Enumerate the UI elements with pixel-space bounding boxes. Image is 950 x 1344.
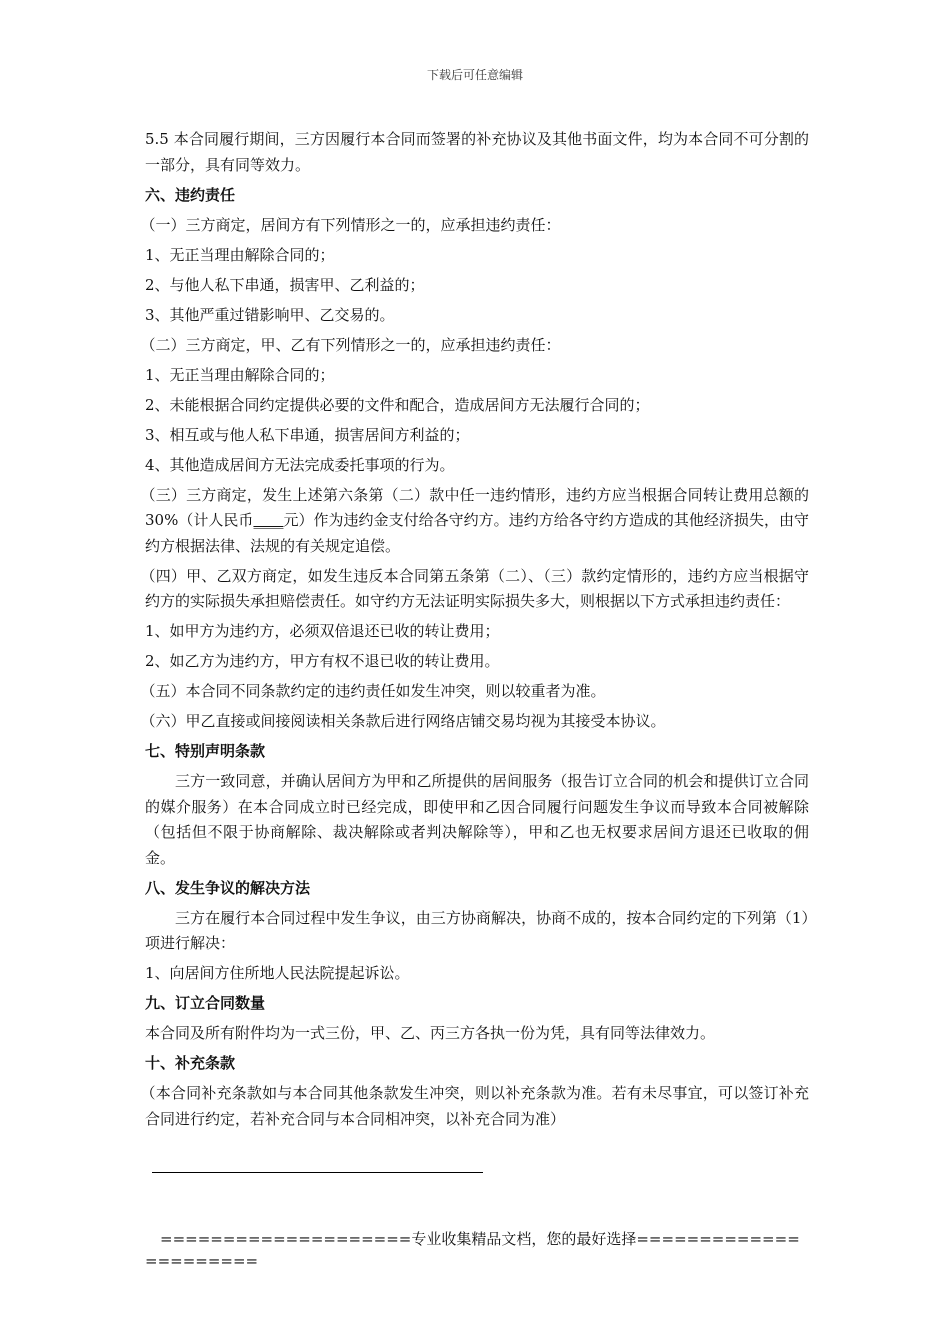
- text-span: 元）作为违约金支付给各守约方。违约方给各守约方造成的其他经济损失，由守约方根据法律、法规的有关规定追偿。: [145, 511, 809, 555]
- list-item: 2、与他人私下串通，损害甲、乙利益的；: [145, 275, 425, 294]
- paragraph: （四）甲、乙双方商定，如发生违反本合同第五条第（二）、（三）款约定情形的，违约方应当根据守约方的实际损失承担赔偿责任。如守约方无法证明实际损失多大，则根据以下方式承担违约责任：: [140, 566, 809, 610]
- fill-in-blank: ____: [253, 511, 284, 529]
- document-body: [140, 127, 809, 1137]
- paragraph: （六）甲乙直接或间接阅读相关条款后进行网络店铺交易均视为其接受本协议。: [140, 712, 666, 730]
- list-item: 2、如乙方为违约方，甲方有权不退已收的转让费用。: [145, 652, 500, 670]
- paragraph: 三方一致同意，并确认居间方为甲和乙所提供的居间服务（报告订立合同的机会和提供订立合同的媒介服务）在本合同成立时已经完成，即使甲和乙因合同履行问题发生争议而导致本合同被解除（包括但不限于协商解除、裁决解除或者判决解除等），甲和乙也无权要求居间方退还已收取的佣金。: [145, 772, 809, 867]
- paragraph: （五）本合同不同条款约定的违约责任如发生冲突，则以较重者为准。: [140, 682, 606, 700]
- paragraph: （一）三方商定，居间方有下列情形之一的，应承担违约责任：: [140, 215, 561, 234]
- section-heading-9: 九、订立合同数量: [145, 994, 266, 1012]
- footnote-divider: [152, 1172, 483, 1173]
- paragraph: （本合同补充条款如与本合同其他条款发生冲突，则以补充条款为准。若有未尽事宜，可以签订补充合同进行约定，若补充合同与本合同相冲突，以补充合同为准）: [140, 1084, 809, 1128]
- paragraph: 本合同及所有附件均为一式三份，甲、乙、丙三方各执一份为凭，具有同等法律效力。: [145, 1024, 716, 1042]
- page-header: 下载后可任意编辑: [426, 68, 523, 82]
- list-item: 2、未能根据合同约定提供必要的文件和配合，造成居间方无法履行合同的；: [145, 395, 650, 414]
- list-item: 1、无正当理由解除合同的；: [145, 365, 335, 384]
- list-item: 3、其他严重过错影响甲、乙交易的。: [145, 305, 395, 324]
- paragraph: 三方在履行本合同过程中发生争议，由三方协商解决，协商不成的，按本合同约定的下列第（1）项进行解决：: [145, 908, 809, 952]
- clause-5-5: 5.5 本合同履行期间，三方因履行本合同而签署的补充协议及其他书面文件，均为本合同不可分割的一部分，具有同等效力。: [145, 130, 809, 174]
- text-span: （三）三方商定，发生上述第六条第（二）款中任一违约情形，违约方应当根据合同转让费用总额的 30%（计人民币: [140, 485, 809, 529]
- page-footer: ====================专业收集精品文档，您的最好选择======================: [145, 1230, 800, 1270]
- list-item: 3、相互或与他人私下串通，损害居间方利益的；: [145, 425, 470, 444]
- paragraph: [140, 483, 809, 560]
- paragraph: （二）三方商定，甲、乙有下列情形之一的，应承担违约责任：: [140, 335, 561, 354]
- section-heading-7: 七、特别声明条款: [145, 742, 266, 760]
- list-item: 4、其他造成居间方无法完成委托事项的行为。: [145, 455, 455, 474]
- list-item: 1、向居间方住所地人民法院提起诉讼。: [145, 964, 410, 982]
- section-heading-6: 六、违约责任: [145, 185, 236, 204]
- section-heading-10: 十、补充条款: [145, 1054, 236, 1072]
- list-item: 1、如甲方为违约方，必须双倍退还已收的转让费用；: [145, 622, 500, 640]
- list-item: 1、无正当理由解除合同的；: [145, 245, 335, 264]
- section-heading-8: 八、发生争议的解决方法: [145, 878, 311, 897]
